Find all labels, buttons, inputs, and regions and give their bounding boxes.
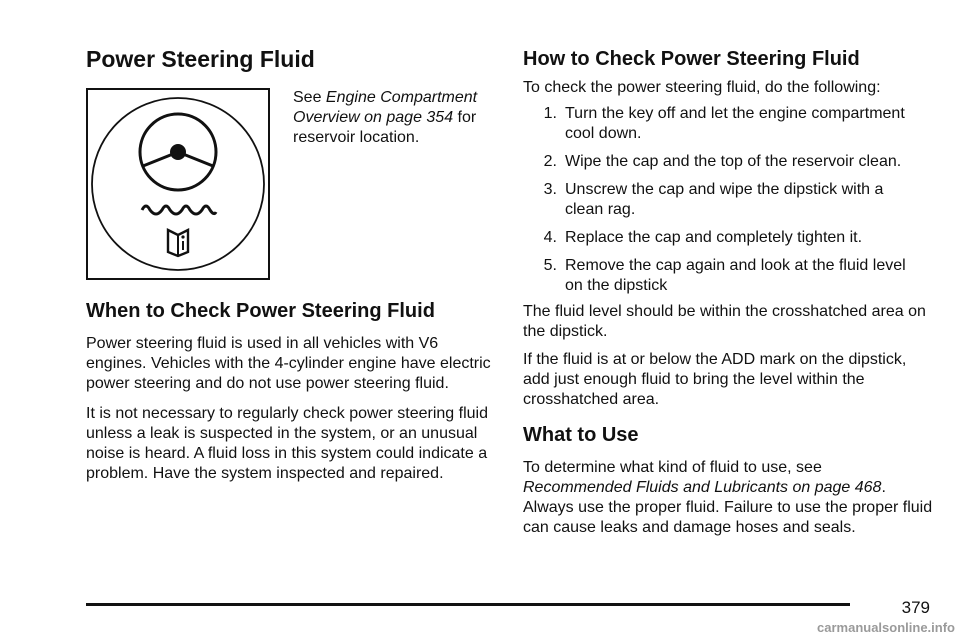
power-steering-symbol-figure	[86, 88, 270, 280]
when-paragraph-2: It is not necessary to regularly check power steering fluid unless a leak is suspected in the system, or an unusual noise is heard. A fluid loss in this system could indicate a problem. Have the system inspected and repaired.	[86, 405, 488, 482]
step-number: 3.	[543, 181, 557, 198]
list-item	[523, 180, 933, 220]
recommended-fluids-link[interactable]: Recommended Fluids and Lubricants on page 468	[523, 479, 882, 496]
owner-manual-icon	[168, 230, 188, 256]
how-intro: To check the power steering fluid, do the following:	[523, 79, 881, 96]
what-suffix: . Always use the proper fluid. Failure to use the proper fluid can cause leaks and damage hoses and seals.	[523, 479, 933, 536]
page-number: 379	[901, 598, 930, 617]
page-title: Power Steering Fluid	[86, 46, 315, 72]
when-heading: When to Check Power Steering Fluid	[86, 300, 435, 322]
step-number: 2.	[543, 153, 557, 170]
step-text: Remove the cap again and look at the fluid level on the dipstick	[565, 257, 906, 294]
footer-rule	[86, 603, 850, 606]
see-prefix: See	[293, 89, 326, 106]
see-suffix: for reservoir location.	[293, 109, 477, 146]
figure-row	[86, 88, 496, 288]
left-column	[86, 44, 496, 484]
right-column	[523, 44, 933, 538]
step-number: 1.	[543, 105, 557, 122]
steering-wheel-icon	[140, 114, 216, 190]
step-text: Turn the key off and let the engine compartment cool down.	[565, 105, 905, 142]
reservoir-location-text	[293, 88, 493, 148]
step-number: 4.	[543, 229, 557, 246]
step-text: Wipe the cap and the top of the reservoir clean.	[565, 153, 902, 170]
list-item	[523, 228, 933, 248]
what-to-use-heading: What to Use	[523, 424, 639, 446]
what-to-use-paragraph	[523, 458, 933, 538]
watermark: carmanualsonline.info	[817, 620, 955, 635]
step-text: Unscrew the cap and wipe the dipstick with a clean rag.	[565, 181, 884, 218]
when-paragraph-1: Power steering fluid is used in all vehicles with V6 engines. Vehicles with the 4-cylinder engine have electric power steering and do not use power steering fluid.	[86, 335, 491, 392]
engine-overview-link[interactable]: Engine Compartment Overview on page 354	[293, 89, 478, 126]
level-paragraph-1: The fluid level should be within the crosshatched area on the dipstick.	[523, 303, 926, 340]
what-prefix: To determine what kind of fluid to use, see	[523, 459, 822, 476]
level-paragraph-2: If the fluid is at or below the ADD mark on the dipstick, add just enough fluid to bring the level within the crosshatched area.	[523, 351, 907, 408]
how-heading: How to Check Power Steering Fluid	[523, 48, 860, 70]
power-steering-fluid-symbol-icon	[88, 90, 268, 278]
list-item	[523, 104, 933, 144]
step-number: 5.	[543, 257, 557, 274]
step-text: Replace the cap and completely tighten it.	[565, 229, 863, 246]
steps-list	[523, 104, 933, 296]
list-item	[523, 256, 933, 296]
list-item	[523, 152, 933, 172]
fluid-wave-icon	[142, 206, 216, 214]
